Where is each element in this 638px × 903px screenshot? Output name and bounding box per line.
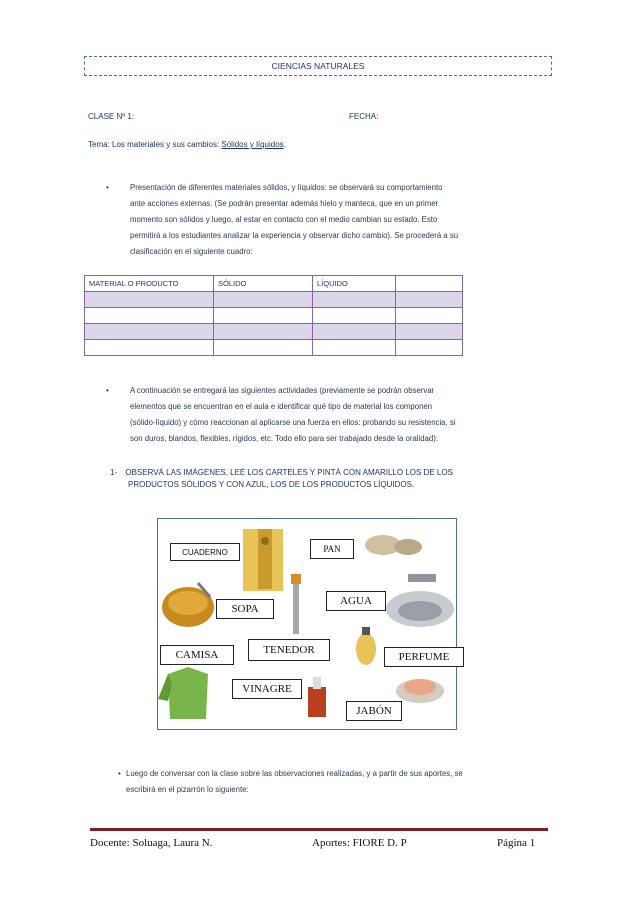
- card-vinagre[interactable]: VINAGRE: [232, 679, 302, 699]
- bullet-dot: •: [106, 386, 109, 395]
- table-cell: [396, 308, 463, 324]
- table-cell: [313, 308, 396, 324]
- footer-page-number: Página 1: [497, 837, 536, 849]
- table-header-cell: [396, 276, 463, 292]
- bullet-conclusion: [118, 766, 546, 798]
- bullet-dot: •: [106, 183, 109, 192]
- table-header-cell: SÓLIDO: [214, 276, 313, 292]
- notebook-illustration: [243, 529, 283, 591]
- table-cell: [85, 292, 214, 308]
- bullet-line: Presentación de diferentes materiales sólidos, y líquidos: se observará su comportamiento: [130, 183, 443, 192]
- card-agua[interactable]: AGUA: [326, 591, 386, 611]
- bullet-presentacion: [106, 180, 546, 260]
- classification-table: [84, 275, 463, 356]
- bullet-line: momento son sólidos y luego, al estar en contacto con el medio cambian su estado. Esto: [130, 215, 438, 224]
- tema-underlined: Sólidos y líquidos: [221, 140, 284, 149]
- table-cell: [214, 308, 313, 324]
- table-cell: [396, 324, 463, 340]
- card-cuaderno[interactable]: CUADERNO: [170, 543, 240, 561]
- table-cell: [396, 292, 463, 308]
- tema-line: [88, 140, 286, 149]
- table-row: [85, 340, 463, 356]
- card-tenedor[interactable]: TENEDOR: [248, 639, 330, 661]
- page-header: [84, 56, 552, 76]
- bullet-line: clasificación en el siguiente cuadro:: [130, 247, 253, 256]
- bullet-line: Luego de conversar con la clase sobre las observaciones realizadas, y a partir de sus aportes, se: [126, 769, 463, 778]
- bullet-line: son duros, blandos, flexibles, rígidos, etc. Todo ello para ser trabajado desde la oralidad):: [130, 434, 439, 443]
- card-camisa[interactable]: CAMISA: [160, 645, 234, 665]
- table-header-row: [85, 276, 463, 292]
- bullet-line: (sólido-líquido) y cómo reaccionan al aplicarse una fuerza en ellos: probando su resistencia, si: [130, 418, 456, 427]
- activity-line-2: PRODUCTOS SÓLIDOS Y CON AZUL, LOS DE LOS PRODUCTOS LÍQUIDOS.: [128, 480, 415, 489]
- bullet-line: ante acciones externas. (Se podrán presentar además hielo y manteca, que en un primer: [130, 199, 439, 208]
- bread-illustration: [365, 535, 422, 555]
- tema-suffix: .: [283, 140, 286, 149]
- activity-instruction: [110, 465, 453, 480]
- card-sopa[interactable]: SOPA: [216, 599, 274, 619]
- tema-prefix: Tema: Los materiales y sus cambios:: [88, 140, 222, 149]
- vinegar-illustration: [308, 677, 326, 717]
- bullet-line: A continuación se entregará las siguientes actividades (previamente se podrán observar: [130, 386, 435, 395]
- bullet-line: elementos que se encuentran en el aula e identificar qué tipo de material los componen: [130, 402, 433, 411]
- table-cell: [313, 324, 396, 340]
- table-row: [85, 324, 463, 340]
- sink-illustration: [386, 574, 454, 627]
- table-cell: [85, 324, 214, 340]
- table-cell: [313, 292, 396, 308]
- clase-label: CLASE Nº 1:: [88, 112, 135, 121]
- bullet-line: permitirá a los estudiantes analizar la experiencia y observar dicho cambio). Se procederá a su: [130, 231, 459, 240]
- activity-number: 1-: [110, 468, 118, 477]
- table-cell: [85, 340, 214, 356]
- footer-docente: Docente: Soluaga, Laura N.: [90, 837, 213, 849]
- footer-rule: [90, 828, 548, 831]
- shirt-illustration: [158, 667, 208, 719]
- table-header-cell: LÍQUIDO: [313, 276, 396, 292]
- table-cell: [85, 308, 214, 324]
- activity-line-1: OBSERVÁ LAS IMÁGENES, LEÉ LOS CARTELES Y PINTÁ CON AMARILLO LOS DE LOS: [125, 468, 453, 477]
- bullet-dot: •: [118, 769, 121, 778]
- soup-illustration: [162, 583, 214, 627]
- bullet-line: escribirá en el pizarrón lo siguiente:: [126, 785, 249, 794]
- table-cell: [214, 340, 313, 356]
- table-cell: [214, 292, 313, 308]
- perfume-illustration: [356, 627, 376, 665]
- fork-illustration: [291, 574, 301, 634]
- table-cell: [396, 340, 463, 356]
- activity-image-box: [157, 518, 457, 730]
- table-row: [85, 292, 463, 308]
- card-perfume[interactable]: PERFUME: [384, 647, 464, 667]
- card-pan[interactable]: PAN: [310, 539, 354, 559]
- table-header-cell: MATERIAL O PRODUCTO: [85, 276, 214, 292]
- bullet-actividades: [106, 383, 546, 447]
- header-title: CIENCIAS NATURALES: [271, 61, 365, 71]
- footer-aportes: Aportes: FIORE D. P: [312, 837, 407, 849]
- soap-illustration: [396, 679, 444, 703]
- fecha-label: FECHA:: [349, 112, 379, 121]
- card-jabon[interactable]: JABÓN: [346, 701, 402, 721]
- table-cell: [214, 324, 313, 340]
- table-cell: [313, 340, 396, 356]
- table-row: [85, 308, 463, 324]
